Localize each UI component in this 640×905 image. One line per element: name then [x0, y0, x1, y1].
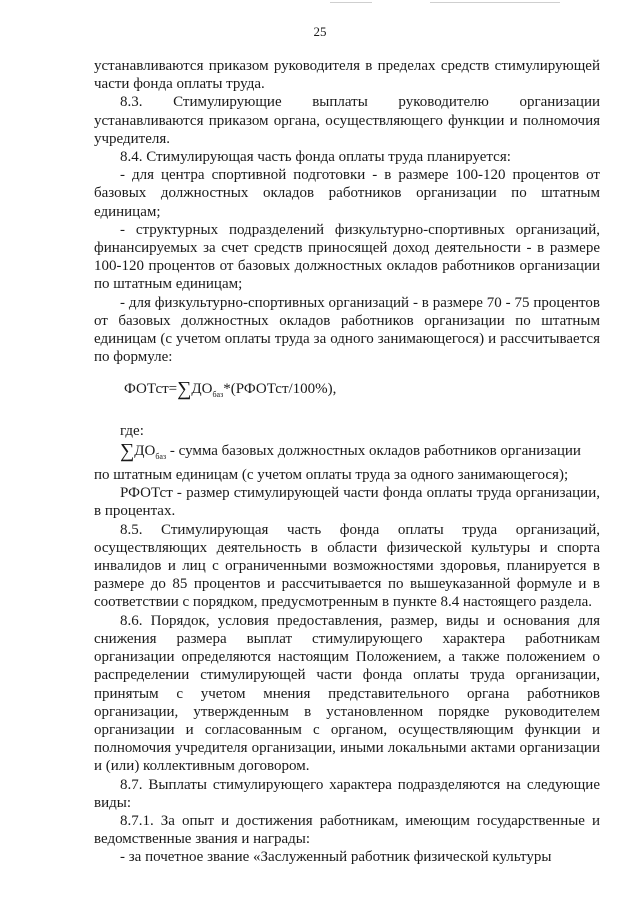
formula-term: ДО	[191, 381, 213, 398]
paragraph-8-7-1: 8.7.1. За опыт и достижения работникам, имеющим государственные и ведомственные звания и награды:	[94, 812, 600, 848]
paragraph: по штатным единицам (с учетом оплаты труда за одного занимающегося);	[94, 467, 569, 484]
formula	[124, 380, 600, 404]
definition-term: ДО	[134, 442, 156, 459]
definition-sum	[94, 439, 600, 466]
paragraph-8-6: 8.6. Порядок, условия предоставления, размер, виды и основания для снижения размера выплат стимулирующего характера работникам организации определяются настоящим Положением, а также положением о распределении стимулирующей части фонда оплаты труда организации, принятым с учетом мнения представительного органа работников организации, утвержденным в установленном порядке руководителем организации и согласованным с органом, осуществляющим функции и полномочия учредителя организации, иными локальными актами организации и (или) коллективным договором.	[94, 612, 600, 775]
paragraph-8-7: 8.7. Выплаты стимулирующего характера подразделяются на следующие виды:	[94, 776, 600, 811]
sum-symbol: ∑	[177, 378, 192, 401]
definition-subscript: баз	[155, 451, 167, 461]
list-item-sports-organizations: - для физкультурно-спортивных организаций - в размере 70 - 75 процентов от базовых должностных окладов работников организации по штатным единицам (с учетом оплаты труда за одного занимающегося) и рассчитывается по формуле:	[94, 294, 600, 366]
list-item-honorary-title: - за почетное звание «Заслуженный работник физической культуры	[120, 849, 552, 866]
scan-artifact-line	[430, 2, 560, 3]
document-body	[94, 57, 600, 867]
where-label: где:	[120, 422, 144, 439]
paragraph-8-3: 8.3. Стимулирующие выплаты руководителю организации устанавливаются приказом органа, осуществляющего функции и полномочия учредителя.	[94, 94, 600, 147]
formula-rest: *(РФОТст/100%),	[223, 381, 337, 398]
definition-text: - сумма базовых должностных окладов работников организации	[166, 442, 581, 459]
definition-rfot: РФОТст - размер стимулирующей части фонда оплаты труда организации, в процентах.	[94, 485, 600, 520]
list-item-sports-center: - для центра спортивной подготовки - в размере 100-120 процентов от базовых должностных окладов работников организации по штатным единицам;	[94, 167, 600, 220]
formula-subscript: баз	[212, 390, 224, 400]
paragraph-8-5: 8.5. Стимулирующая часть фонда оплаты труда организаций, осуществляющих деятельность в области физической культуры и спорта инвалидов и лиц с ограниченными возможностями здоровья, планируется в размере до 85 процентов и рассчитывается по вышеуказанной формуле и в соответствии с порядком, предусмотренным в пункте 8.4 настоящего раздела.	[94, 521, 600, 611]
formula-lhs: ФОТст=	[124, 381, 178, 398]
page-number: 25	[313, 24, 327, 39]
paragraph-8-4: 8.4. Стимулирующая часть фонда оплаты труда планируется:	[120, 149, 511, 166]
sum-symbol: ∑	[120, 439, 135, 462]
paragraph: устанавливаются приказом руководителя в пределах средств стимулирующей части фонда оплаты труда.	[94, 58, 600, 93]
scan-artifact-line	[330, 2, 372, 3]
list-item-structural-units: - структурных подразделений физкультурно-спортивных организаций, финансируемых за счет средств приносящей доход деятельности - в размере 100-120 процентов от базовых должностных окладов работников организации по штатным единицам;	[94, 221, 600, 293]
